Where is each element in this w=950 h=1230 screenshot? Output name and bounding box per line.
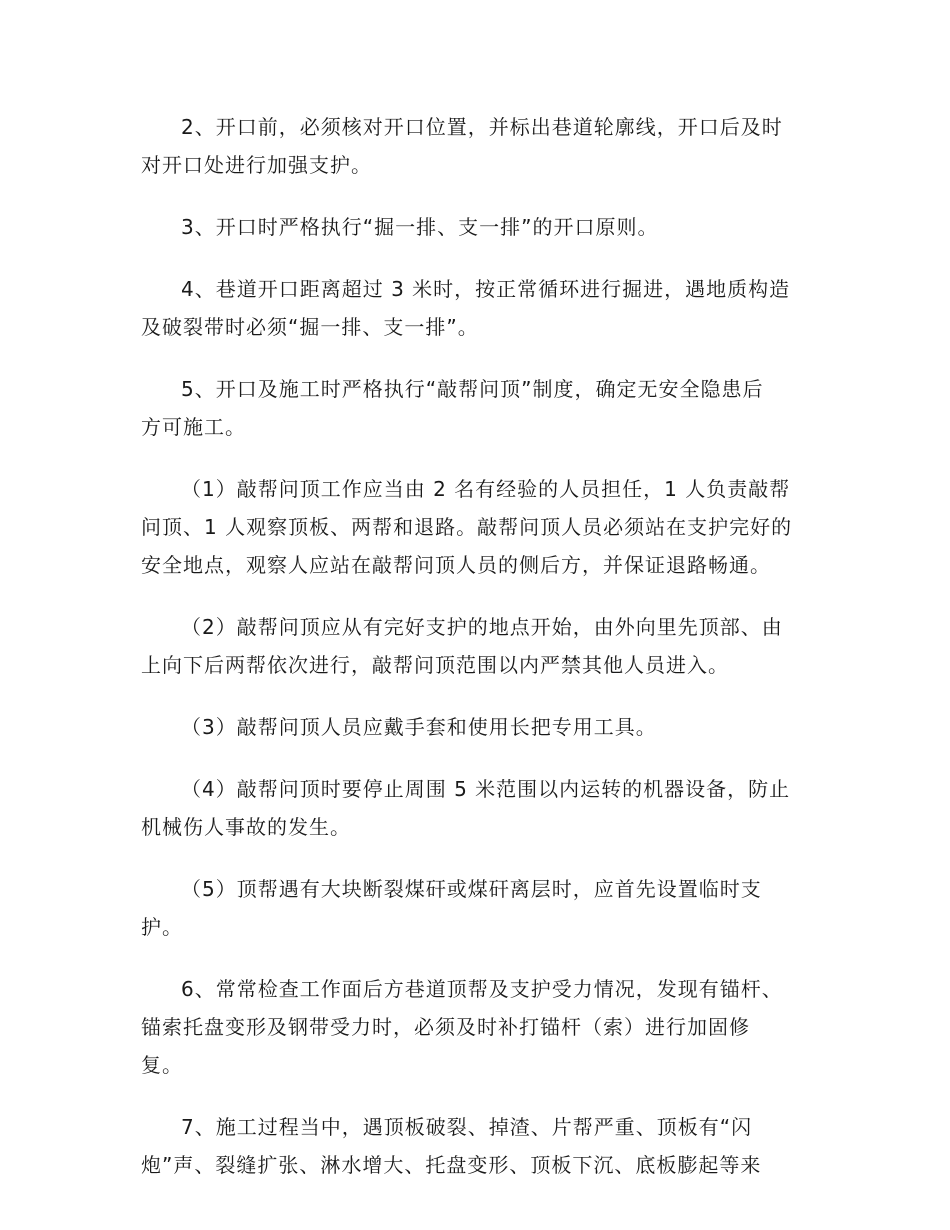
text-line: 机械伤人事故的发生。 xyxy=(141,815,351,839)
paragraph-5-3 xyxy=(141,708,809,746)
document-body xyxy=(141,108,809,1208)
paragraph-7 xyxy=(141,1108,809,1184)
text-line: 2、开口前，必须核对开口位置，并标出巷道轮廓线，开口后及时 xyxy=(181,115,783,139)
paragraph-5-2 xyxy=(141,608,809,684)
text-line: 护。 xyxy=(141,915,183,939)
text-line: （3）敲帮问顶人员应戴手套和使用长把专用工具。 xyxy=(181,715,657,739)
text-line: （5）顶帮遇有大块断裂煤矸或煤矸离层时，应首先设置临时支 xyxy=(181,877,762,901)
text-line: 5、开口及施工时严格执行“敲帮问顶”制度，确定无安全隐患后 xyxy=(181,377,764,401)
text-line: 3、开口时严格执行“掘一排、支一排”的开口原则。 xyxy=(181,215,659,239)
text-line: （4）敲帮问顶时要停止周围 5 米范围以内运转的机器设备，防止 xyxy=(181,777,791,801)
paragraph-3 xyxy=(141,208,809,246)
text-line: 锚索托盘变形及钢带受力时，必须及时补打锚杆（索）进行加固修 xyxy=(141,1015,750,1039)
text-line: 安全地点，观察人应站在敲帮问顶人员的侧后方，并保证退路畅通。 xyxy=(141,553,771,577)
text-line: 7、施工过程当中，遇顶板破裂、掉渣、片帮严重、顶板有“闪 xyxy=(181,1115,753,1139)
text-line: （2）敲帮问顶应从有完好支护的地点开始，由外向里先顶部、由 xyxy=(181,615,783,639)
text-line: 上向下后两帮依次进行，敲帮问顶范围以内严禁其他人员进入。 xyxy=(141,653,729,677)
text-line: 对开口处进行加强支护。 xyxy=(141,153,372,177)
paragraph-6 xyxy=(141,970,809,1084)
paragraph-5-1 xyxy=(141,470,809,584)
paragraph-2 xyxy=(141,108,809,184)
text-line: 问顶、1 人观察顶板、两帮和退路。敲帮问顶人员必须站在支护完好的 xyxy=(141,515,793,539)
text-line: 方可施工。 xyxy=(141,415,246,439)
text-line: 复。 xyxy=(141,1053,183,1077)
text-line: 及破裂带时必须“掘一排、支一排”。 xyxy=(141,315,479,339)
text-line: （1）敲帮问顶工作应当由 2 名有经验的人员担任，1 人负责敲帮 xyxy=(181,477,791,501)
text-line: 炮”声、裂缝扩张、淋水增大、托盘变形、顶板下沉、底板膨起等来 xyxy=(141,1153,762,1177)
paragraph-4 xyxy=(141,270,809,346)
paragraph-5 xyxy=(141,370,809,446)
text-line: 4、巷道开口距离超过 3 米时，按正常循环进行掘进，遇地质构造 xyxy=(181,277,791,301)
paragraph-5-4 xyxy=(141,770,809,846)
text-line: 6、常常检查工作面后方巷道顶帮及支护受力情况，发现有锚杆、 xyxy=(181,977,783,1001)
paragraph-5-5 xyxy=(141,870,809,946)
